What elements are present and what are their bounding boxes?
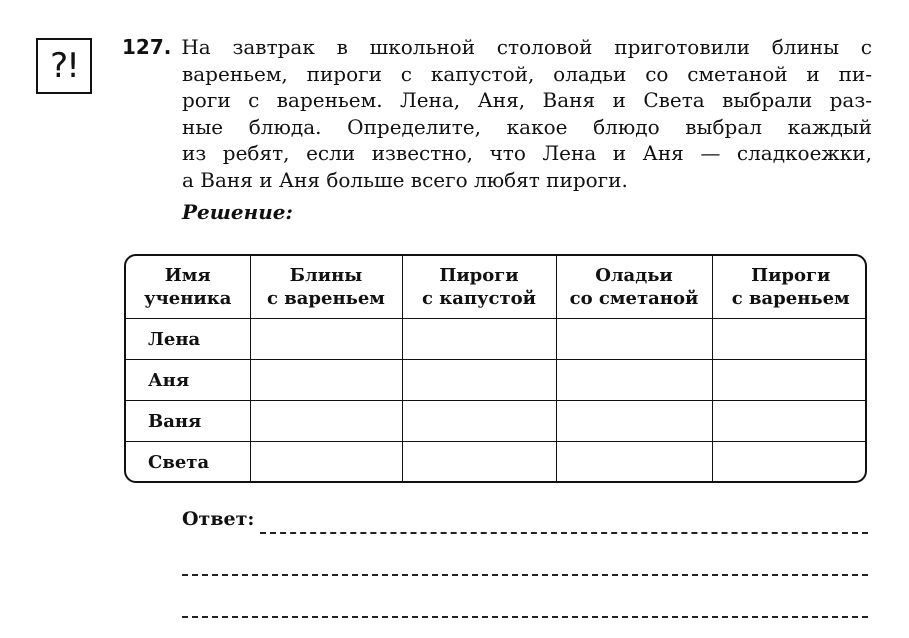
table-cell[interactable]	[250, 442, 402, 483]
problem-line-6: а Ваня и Аня больше всего любят пироги.	[182, 167, 628, 192]
table-row	[126, 401, 867, 442]
table-header-row	[126, 256, 867, 319]
answer-line-3[interactable]	[182, 592, 868, 634]
table-cell[interactable]	[556, 401, 712, 442]
table-cell[interactable]	[250, 360, 402, 401]
answer-table	[124, 254, 867, 483]
problem-line-3: роги с вареньем. Лена, Аня, Ваня и Света выбрали раз-	[182, 88, 872, 112]
problem-line-1: 127. На завтрак в школьной столовой приготовили блины с	[122, 35, 872, 59]
row-name-anya: Аня	[126, 360, 250, 401]
problem-line-5: из ребят, если известно, что Лена и Аня — сладкоежки,	[182, 141, 872, 165]
answer-section	[182, 508, 868, 634]
table-cell[interactable]	[250, 401, 402, 442]
answer-line-1[interactable]	[182, 508, 868, 550]
table-cell[interactable]	[402, 319, 556, 360]
answer-dashed-line	[182, 574, 868, 576]
table-cell[interactable]	[402, 401, 556, 442]
think-icon	[36, 38, 92, 94]
problem-line-4: ные блюда. Определите, какое блюдо выбрал каждый	[182, 114, 872, 139]
problem-line-2: вареньем, пироги с капустой, оладьи со сметаной и пи-	[182, 61, 872, 86]
table-row	[126, 442, 867, 483]
think-icon-label: ?!	[50, 46, 78, 86]
table-cell[interactable]	[250, 319, 402, 360]
row-name-vanya: Ваня	[126, 401, 250, 442]
table-cell[interactable]	[556, 319, 712, 360]
problem-text	[122, 34, 872, 193]
table-cell[interactable]	[556, 360, 712, 401]
answer-dashed-line	[182, 616, 868, 618]
answer-line-2[interactable]	[182, 550, 868, 592]
answer-dashed-line	[260, 532, 868, 534]
table-cell[interactable]	[402, 442, 556, 483]
table-cell[interactable]	[712, 360, 867, 401]
row-name-lena: Лена	[126, 319, 250, 360]
table-cell[interactable]	[712, 442, 867, 483]
table-cell[interactable]	[402, 360, 556, 401]
header-oladi: Оладьи со сметаной	[556, 256, 712, 319]
table-cell[interactable]	[712, 401, 867, 442]
row-name-sveta: Света	[126, 442, 250, 483]
header-pirogi-kapusta: Пироги с капустой	[402, 256, 556, 319]
table-row	[126, 319, 867, 360]
solution-label: Решение:	[182, 200, 293, 224]
answer-label: Ответ:	[182, 508, 255, 530]
problem-number: 127.	[122, 35, 172, 59]
header-blini: Блины с вареньем	[250, 256, 402, 319]
table-row	[126, 360, 867, 401]
header-pirogi-varenye: Пироги с вареньем	[712, 256, 867, 319]
table-cell[interactable]	[712, 319, 867, 360]
header-student-name: Имя ученика	[126, 256, 250, 319]
table-cell[interactable]	[556, 442, 712, 483]
